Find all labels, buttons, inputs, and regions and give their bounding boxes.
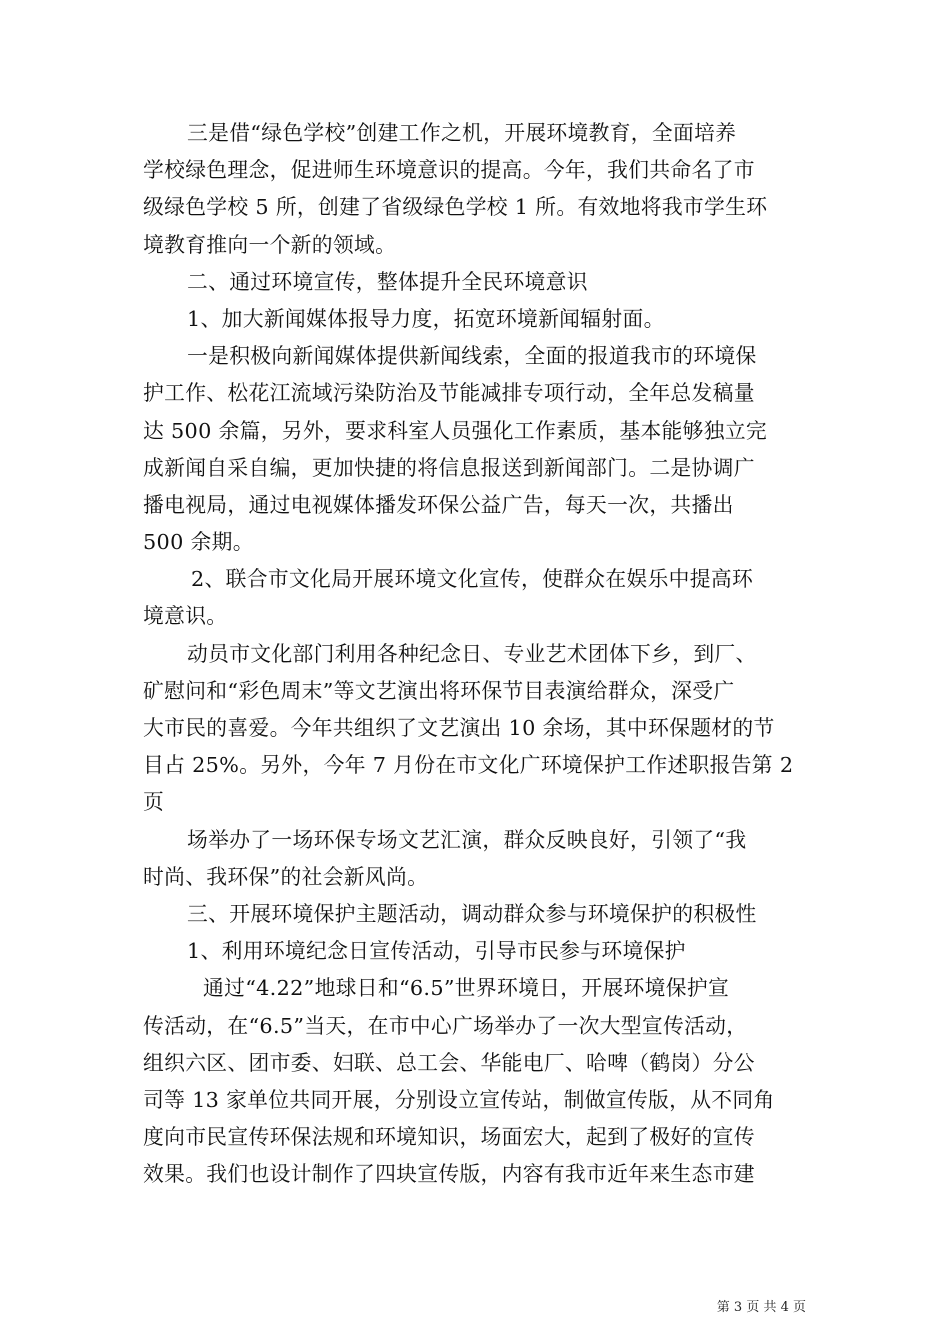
document-body bbox=[143, 115, 807, 1193]
text-line: 目占 25%。另外，今年 7 月份在市文化广环境保护工作述职报告第 2 bbox=[143, 753, 794, 778]
text-line: 动员市文化部门利用各种纪念日、专业艺术团体下乡，到厂、 bbox=[187, 641, 757, 666]
subsection-heading: 1、利用环境纪念日宣传活动，引导市民参与环境保护 bbox=[187, 939, 686, 964]
text-line: 学校绿色理念，促进师生环境意识的提高。今年，我们共命名了市 bbox=[143, 158, 755, 183]
text-line: 大市民的喜爱。今年共组织了文艺演出 10 余场，其中环保题材的节 bbox=[143, 716, 775, 740]
text-line: 500 余期。 bbox=[143, 530, 254, 555]
text-line: 场举办了一场环保专场文艺汇演，群众反映良好，引领了“我 bbox=[187, 827, 747, 852]
text-line: 度向市民宣传环保法规和环境知识，场面宏大，起到了极好的宣传 bbox=[143, 1125, 755, 1150]
text-line: 一是积极向新闻媒体提供新闻线索，全面的报道我市的环境保 bbox=[187, 344, 757, 369]
text-line: 矿慰问和“彩色周末”等文艺演出将环保节目表演给群众，深受广 bbox=[143, 678, 735, 703]
text-line: 级绿色学校 5 所，创建了省级绿色学校 1 所。有效地将我市学生环 bbox=[143, 195, 768, 220]
subsection-heading: 2、联合市文化局开展环境文化宣传，使群众在娱乐中提高环 bbox=[191, 567, 754, 592]
text-line: 达 500 余篇，另外，要求科室人员强化工作素质，基本能够独立完 bbox=[143, 418, 768, 443]
text-line: 成新闻自采自编，更加快捷的将信息报送到新闻部门。二是协调广 bbox=[143, 455, 755, 480]
text-line: 页 bbox=[143, 790, 165, 815]
section-heading: 三、开展环境保护主题活动，调动群众参与环境保护的积极性 bbox=[187, 901, 757, 926]
subsection-heading: 1、加大新闻媒体报导力度，拓宽环境新闻辐射面。 bbox=[187, 306, 665, 331]
section-heading: 二、通过环境宣传，整体提升全民环境意识 bbox=[187, 269, 588, 294]
text-line: 司等 13 家单位共同开展，分别设立宣传站，制做宣传版，从不同角 bbox=[143, 1087, 775, 1112]
text-line: 护工作、松花江流域污染防治及节能减排专项行动，全年总发稿量 bbox=[143, 381, 755, 406]
page-number-footer: 第 3 页 共 4 页 bbox=[716, 1300, 806, 1315]
text-line: 时尚、我环保”的社会新风尚。 bbox=[143, 864, 429, 889]
text-line: 三是借“绿色学校”创建工作之机，开展环境教育，全面培养 bbox=[187, 121, 737, 145]
text-line: 播电视局，通过电视媒体播发环保公益广告，每天一次，共播出 bbox=[143, 492, 734, 517]
text-line: 通过“4.22”地球日和“6.5”世界环境日，开展环境保护宣 bbox=[203, 976, 730, 1001]
text-line: 效果。我们也设计制作了四块宣传版，内容有我市近年来生态市建 bbox=[143, 1162, 755, 1187]
text-line: 境教育推向一个新的领域。 bbox=[143, 232, 397, 257]
text-line: 境意识。 bbox=[143, 604, 228, 629]
text-line: 传活动，在“6.5”当天，在市中心广场举办了一次大型宣传活动， bbox=[143, 1013, 748, 1038]
text-line: 组织六区、团市委、妇联、总工会、华能电厂、哈啤（鹤岗）分公 bbox=[143, 1050, 755, 1075]
